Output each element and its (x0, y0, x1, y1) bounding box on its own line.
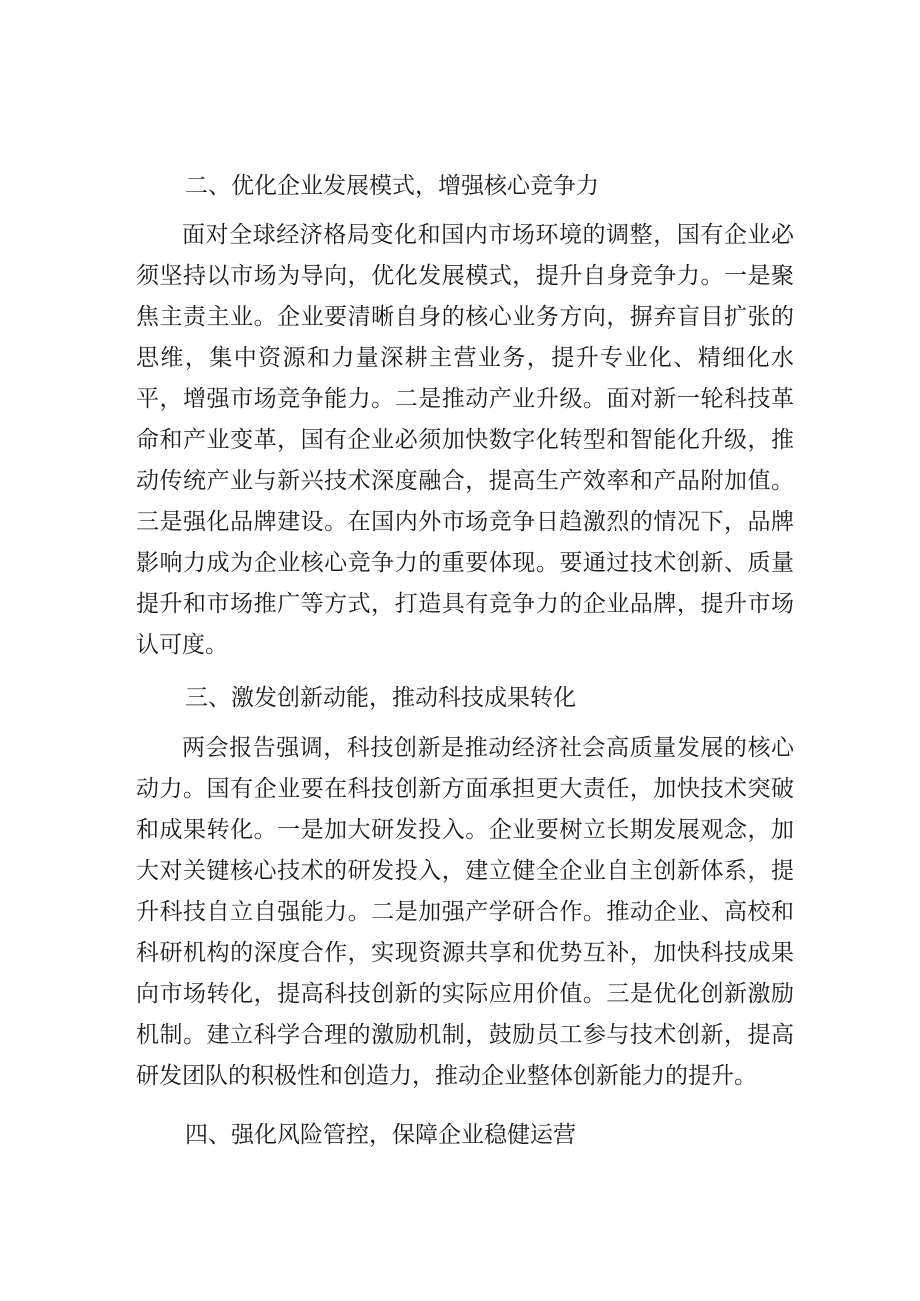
section-paragraph-3: 两会报告强调，科技创新是推动经济社会高质量发展的核心动力。国有企业要在科技创新方面承担更大责任，加快技术突破和成果转化。一是加大研发投入。企业要树立长期发展观念，加大对关键核心技术的研发投入，建立健全企业自主创新体系，提升科技自立自强能力。二是加强产学研合作。推动企业、高校和科研机构的深度合作，实现资源共享和优势互补，加快科技成果向市场转化，提高科技创新的实际应用价值。三是优化创新激励机制。建立科学合理的激励机制，鼓励员工参与技术创新，提高研发团队的积极性和创造力，推动企业整体创新能力的提升。 (136, 735, 794, 1089)
document-body (136, 166, 794, 1156)
section-heading-4: 四、强化风险管控，保障企业稳健运营 (185, 1122, 576, 1148)
section-heading-2: 二、优化企业发展模式，增强核心竞争力 (185, 173, 599, 199)
section-heading-3: 三、激发创新动能，推动科技成果转化 (185, 685, 576, 711)
section-paragraph-2: 面对全球经济格局变化和国内市场环境的调整，国有企业必须坚持以市场为导向，优化发展模式，提升自身竞争力。一是聚焦主责主业。企业要清晰自身的核心业务方向，摒弃盲目扩张的思维，集中资源和力量深耕主营业务，提升专业化、精细化水平，增强市场竞争能力。二是推动产业升级。面对新一轮科技革命和产业变革，国有企业必须加快数字化转型和智能化升级，推动传统产业与新兴技术深度融合，提高生产效率和产品附加值。三是强化品牌建设。在国内外市场竞争日趋激烈的情况下，品牌影响力成为企业核心竞争力的重要体现。要通过技术创新、质量提升和市场推广等方式，打造具有竞争力的企业品牌，提升市场认可度。 (136, 222, 794, 658)
